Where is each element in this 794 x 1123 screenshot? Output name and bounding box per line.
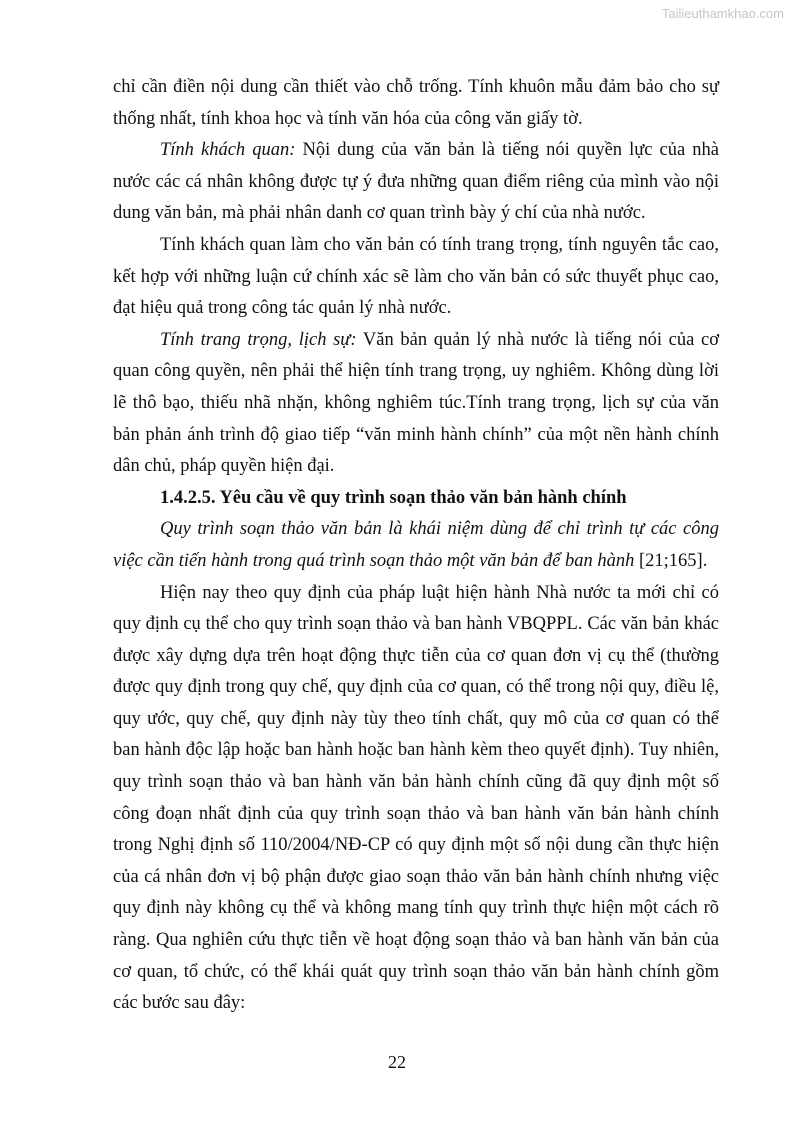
watermark: Tailieuthamkhao.com (661, 6, 784, 21)
definition-paragraph (113, 514, 719, 577)
paragraph-objectivity (113, 135, 719, 230)
paragraph-text: Nội dung của văn bản là tiếng nói quyền lực của nhà nước các cá nhân không được tự ý đưa những quan điểm riêng của mình vào nội dung văn bản, mà phải nhân danh cơ quan trình bày ý chí của nhà nước. (113, 140, 719, 224)
paragraph-objectivity-effect: Tính khách quan làm cho văn bản có tính trang trọng, tính nguyên tắc cao, kết hợp với những luận cứ chính xác sẽ làm cho văn bản có sức thuyết phục cao, đạt hiệu quả trong công tác quản lý nhà nước. (113, 234, 719, 319)
paragraph-process: Hiện nay theo quy định của pháp luật hiện hành Nhà nước ta mới chỉ có quy định cụ thể cho quy trình soạn thảo và ban hành VBQPPL. Các văn bản khác được xây dựng dựa trên hoạt động thực tiễn của cơ quan đơn vị cụ thể (thường được quy định trong quy chế, quy định của cơ quan, có thể trong nội quy, điều lệ, quy ước, quy chế, quy định này tùy theo tính chất, quy mô của cơ quan có thể ban hành độc lập hoặc ban hành hoặc ban hành kèm theo quyết định). Tuy nhiên, quy trình soạn thảo và ban hành văn bản hành chính cũng đã quy định một số công đoạn nhất định của quy trình soạn thảo và ban hành văn bản hành chính trong Nghị định số 110/2004/NĐ-CP có quy định một số nội dung cần thực hiện của cá nhân đơn vị bộ phận được giao soạn thảo văn bản hành chính nhưng việc quy định này không cụ thể và không mang tính quy trình thực hiện một cách rõ ràng. Qua nghiên cứu thực tiễn về hoạt động soạn thảo và ban hành văn bản của cơ quan, tổ chức, có thể khái quát quy trình soạn thảo văn bản hành chính gồm các bước sau đây: (113, 582, 719, 1014)
document-body (113, 72, 719, 1020)
paragraph-text: Văn bản quản lý nhà nước là tiếng nói của cơ quan công quyền, nên phải thể hiện tính trang trọng, uy nghiêm. Không dùng lời lẽ thô bạo, thiếu nhã nhặn, không nghiêm túc.Tính trang trọng, lịch sự của văn bản phản ánh trình độ giao tiếp “văn minh hành chính” của một nền hành chính dân chủ, pháp quyền hiện đại. (113, 329, 719, 477)
paragraph-lead: Tính khách quan: (160, 140, 296, 161)
paragraph-lead: Tính trang trọng, lịch sự: (160, 329, 357, 350)
paragraph-continuation: chỉ cần điền nội dung cần thiết vào chỗ trống. Tính khuôn mẫu đảm bảo cho sự thống nhất, tính khoa học và tính văn hóa của công văn giấy tờ. (113, 77, 719, 129)
definition-text: Quy trình soạn thảo văn bản là khái niệm dùng để chỉ trình tự các công việc cần tiến hành trong quá trình soạn thảo một văn bản để ban hành (113, 519, 719, 571)
paragraph-formality (113, 325, 719, 483)
section-heading: 1.4.2.5. Yêu cầu về quy trình soạn thảo văn bản hành chính (160, 487, 627, 508)
citation: [21;165]. (634, 550, 708, 571)
page-number: 22 (388, 1052, 406, 1072)
